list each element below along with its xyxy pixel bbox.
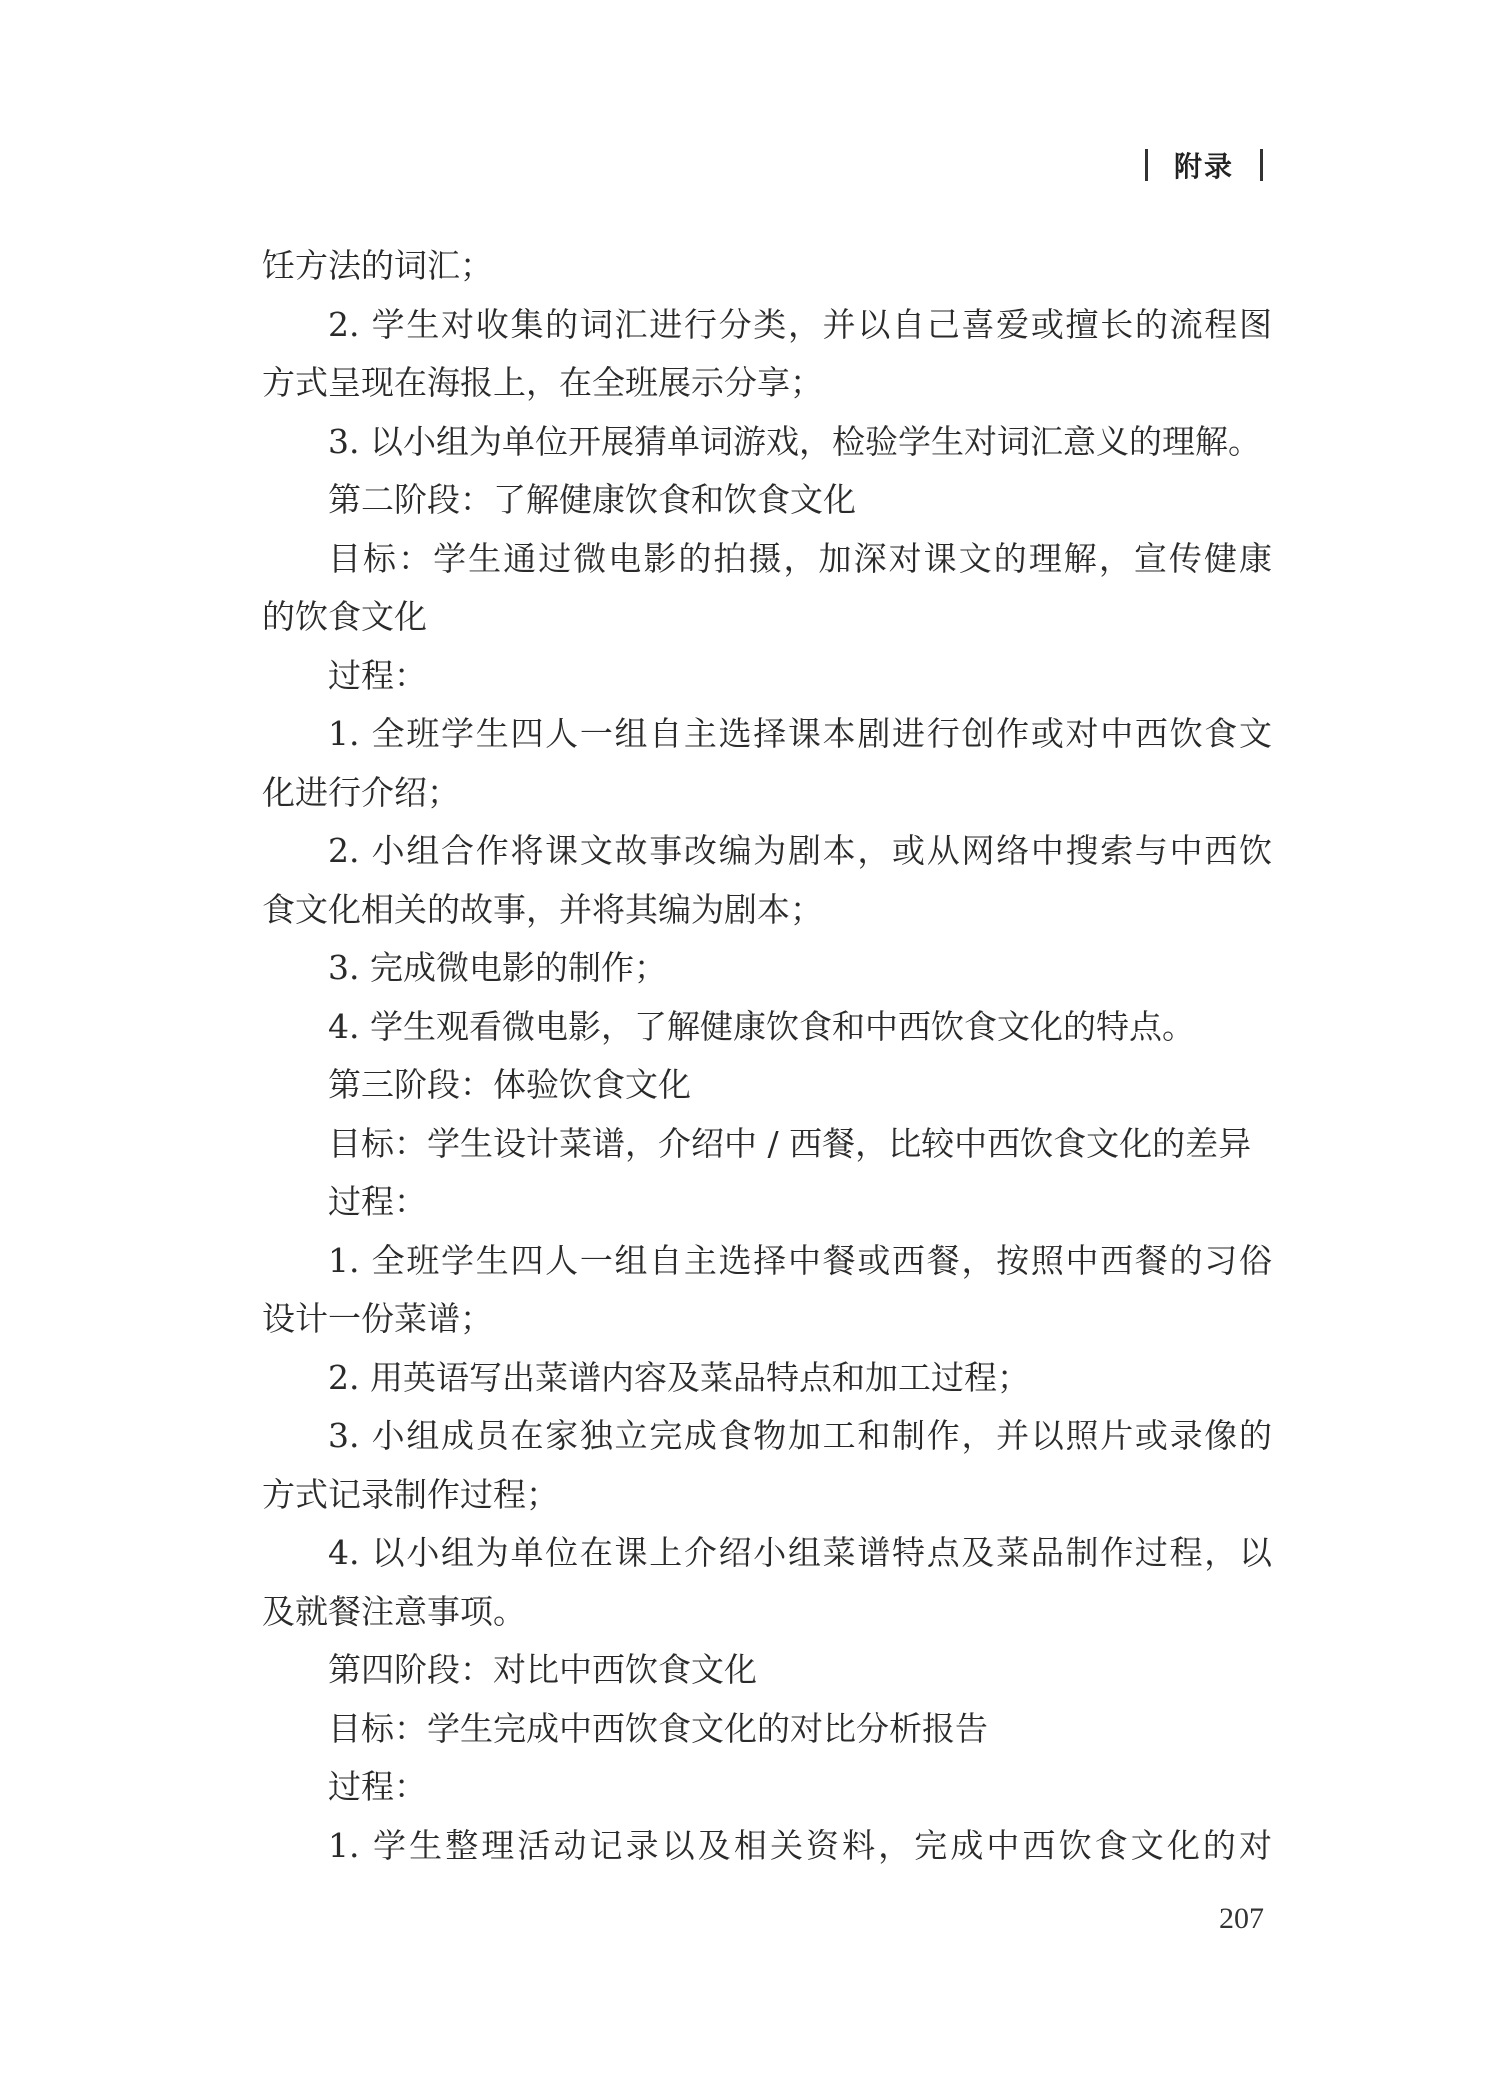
text-line: 设计一份菜谱； xyxy=(262,1299,493,1338)
text-line: 第四阶段：对比中西饮食文化 xyxy=(328,1650,757,1689)
header-right-rule xyxy=(1260,149,1263,181)
text-line: 食文化相关的故事，并将其编为剧本； xyxy=(262,889,823,929)
text-line: 3. 以小组为单位开展猜单词游戏，检验学生对词汇意义的理解。 xyxy=(328,421,1261,461)
text-line: 目标：学生设计菜谱，介绍中 / 西餐，比较中西饮食文化的差异 xyxy=(328,1123,1252,1163)
running-header xyxy=(1145,143,1263,187)
text-line: 3. 小组成员在家独立完成食物加工和制作，并以照片或录像的 xyxy=(328,1416,1272,1455)
text-line: 饪方法的词汇； xyxy=(262,246,493,285)
text-line: 2. 小组合作将课文故事改编为剧本，或从网络中搜索与中西饮 xyxy=(328,831,1272,870)
text-line: 1. 全班学生四人一组自主选择中餐或西餐，按照中西餐的习俗 xyxy=(328,1240,1272,1280)
text-line: 4. 以小组为单位在课上介绍小组菜谱特点及菜品制作过程，以 xyxy=(328,1533,1272,1572)
text-line: 2. 用英语写出菜谱内容及菜品特点和加工过程； xyxy=(328,1357,1030,1397)
text-line: 4. 学生观看微电影，了解健康饮食和中西饮食文化的特点。 xyxy=(328,1006,1195,1046)
text-line: 化进行介绍； xyxy=(262,772,460,812)
text-line: 过程： xyxy=(328,1182,427,1221)
text-line: 1. 学生整理活动记录以及相关资料，完成中西饮食文化的对 xyxy=(328,1825,1272,1865)
text-line: 第三阶段：体验饮食文化 xyxy=(328,1065,691,1104)
header-left-rule xyxy=(1145,149,1148,181)
text-line: 方式记录制作过程； xyxy=(262,1474,559,1514)
text-line: 过程： xyxy=(328,1767,427,1806)
text-line: 目标：学生通过微电影的拍摄，加深对课文的理解，宣传健康 xyxy=(328,538,1272,578)
text-line: 及就餐注意事项。 xyxy=(262,1591,526,1631)
text-line: 的饮食文化 xyxy=(262,597,427,636)
text-line: 2. 学生对收集的词汇进行分类，并以自己喜爱或擅长的流程图 xyxy=(328,304,1272,344)
text-line: 过程： xyxy=(328,655,427,695)
text-line: 目标：学生完成中西饮食文化的对比分析报告 xyxy=(328,1708,988,1748)
text-line: 方式呈现在海报上，在全班展示分享； xyxy=(262,363,823,402)
text-line: 第二阶段：了解健康饮食和饮食文化 xyxy=(328,480,856,519)
page-number: 207 xyxy=(1219,1902,1264,1935)
section-title: 附录 xyxy=(1174,150,1235,183)
body-text xyxy=(262,237,1272,1875)
text-line: 3. 完成微电影的制作； xyxy=(328,948,667,987)
text-line: 1. 全班学生四人一组自主选择课本剧进行创作或对中西饮食文 xyxy=(328,714,1272,753)
